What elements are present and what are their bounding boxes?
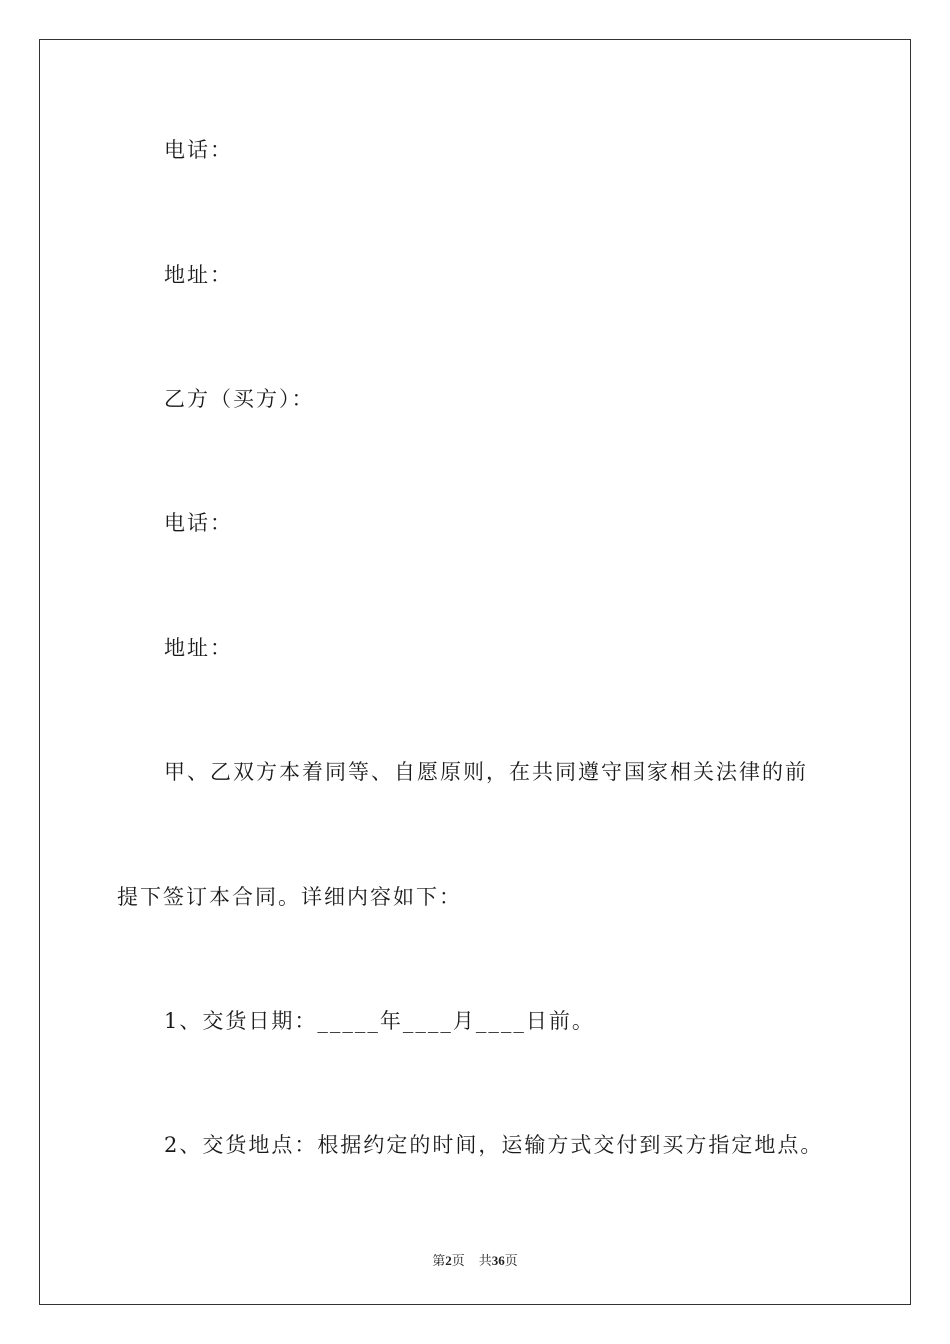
seller-address-label: 地址： (164, 263, 233, 287)
footer-total-pages: 36 (491, 1253, 505, 1268)
footer-total-prefix: 共 (478, 1253, 492, 1268)
delivery-location-clause: 2、交货地点：根据约定的时间，运输方式交付到买方指定地点。 (164, 1133, 824, 1157)
footer-page-suffix: 页 (451, 1253, 465, 1268)
agreement-paragraph-line-1: 甲、乙双方本着同等、自愿原则，在共同遵守国家相关法律的前 (164, 760, 808, 784)
footer-page-number: 2 (445, 1253, 452, 1268)
buyer-party-label: 乙方（买方）： (164, 387, 315, 411)
page-frame (39, 39, 911, 1305)
page-footer (0, 1250, 950, 1269)
footer-page-prefix: 第 (432, 1253, 446, 1268)
buyer-address-label: 地址： (164, 636, 233, 660)
delivery-date-clause: 1、交货日期：_____年____月____日前。 (164, 1009, 595, 1033)
buyer-phone-label: 电话： (164, 511, 233, 535)
footer-total-suffix: 页 (504, 1253, 518, 1268)
agreement-paragraph-line-2: 提下签订本合同。详细内容如下： (117, 885, 462, 909)
seller-phone-label: 电话： (164, 138, 233, 162)
